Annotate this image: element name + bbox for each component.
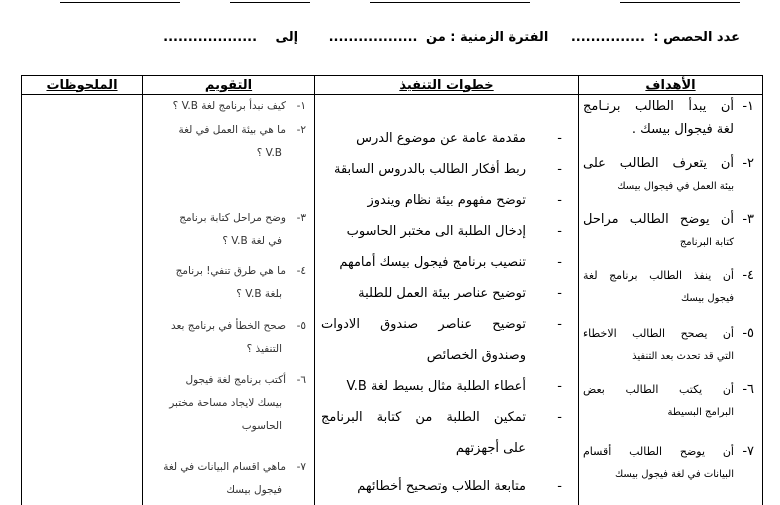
from-dots: .................. xyxy=(329,30,418,45)
objectives-cell: ١- أن يبدأ الطالب برنـامج لغة فيجوال بيسك . ٢- أن يتعرف الطالب على بيئة العمل في فيجوال بيسك ٣- أن يوضح الطالب مراحل كتابة البرنامج ٤- أن ينفذ الطالب برنامج لغة فيجول بيسك ٥- أن يصحح الطالب الاخطاء التي قد تحدث بعد التنفيذ ٦- أن يكتب الطالب بعض البرامج البسيطة ٧- أن يوضح الطالب أقسام البيانات في لغة فيجول بيسك xyxy=(579,95,763,505)
step-item: - متابعة الطلاب وتصحيح أخطائهم xyxy=(315,471,578,502)
to-label: إلى xyxy=(276,30,299,45)
evaluation-cell: ١- كيف نبدأ برنامج لغة V.B ؟ ٢- ما هي بيئة العمل في لغة V.B ؟ ٣- وضح مراحل كتابة برنامج في لغة V.B ؟ ٤- ما هي طرق تنفي! برنامج بلغة V.B ؟ ٥- صحح الخطأ في برنامج بعد التنفيذ ؟ ٦- أكتب برنامج لغة فيجول بيسك لايجاد مساحة مختبر الحاسوب ٧- ماهي اقسام البيانات في لغة فيجول بيسك xyxy=(143,95,315,505)
steps-cell xyxy=(315,95,579,505)
lesson-header xyxy=(50,30,740,56)
step-item: - ربط أفكار الطالب بالدروس السابقة xyxy=(315,154,578,185)
lesson-plan-table xyxy=(21,75,763,505)
evaluation-header: التقويم xyxy=(143,76,315,95)
step-item: - تنصيب برنامج فيجول بيسك أمامهم xyxy=(315,247,578,278)
step-item: على أجهزتهم xyxy=(315,433,578,464)
periods-label: عدد الحصص : xyxy=(653,30,740,45)
step-item: - توضيح عناصر صندوق الادوات xyxy=(315,309,578,340)
notes-header: الملحوظات xyxy=(22,76,143,95)
table-header-row xyxy=(22,76,763,95)
step-item: وصندوق الخصائص xyxy=(315,340,578,371)
table-body-row xyxy=(22,95,763,505)
to-dots: ................... xyxy=(163,30,257,45)
step-item: - إدخال الطلبة الى مختبر الحاسوب xyxy=(315,216,578,247)
steps-header: خطوات التنفيذ xyxy=(315,76,579,95)
periods-dots: ............... xyxy=(571,30,645,45)
step-item: - مقدمة عامة عن موضوع الدرس xyxy=(315,123,578,154)
period-label: الفترة الزمنية : من xyxy=(426,30,548,45)
step-item: - تمكين الطلبة من كتابة البرنامج xyxy=(315,402,578,433)
step-item: - توضيح عناصر بيئة العمل للطلبة xyxy=(315,278,578,309)
step-item: - توضح مفهوم بيئة نظام ويندوز xyxy=(315,185,578,216)
notes-cell xyxy=(22,95,143,505)
step-item: - أعطاء الطلبة مثال بسيط لغة V.B xyxy=(315,371,578,402)
cropped-top-line xyxy=(0,0,780,10)
objectives-header: الأهداف xyxy=(579,76,763,95)
